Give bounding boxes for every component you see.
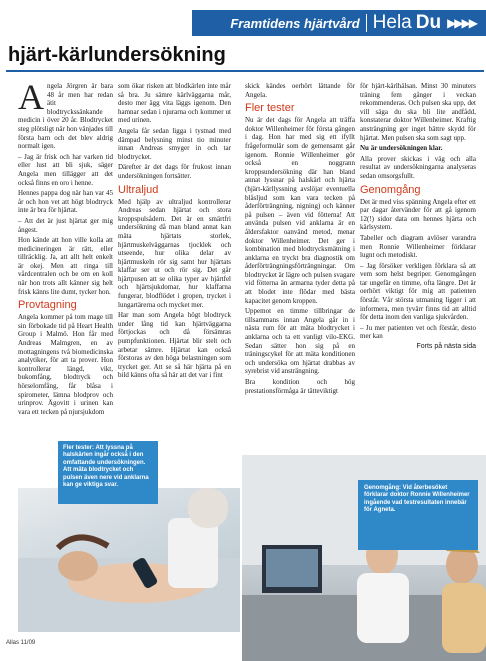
- column-4: [360, 82, 476, 354]
- fact-box-fler-tester: [58, 441, 158, 504]
- fact-box-label: Fler tester:: [63, 445, 95, 451]
- article-title: hjärt-kärlundersökning: [8, 44, 226, 66]
- ultrasound-photo-graphic: [18, 488, 240, 632]
- intro-text: ngela Jörgren är bara 48 år men har redan ätit blodtryckssänkande medicin i över 20 år. Blodtrycket steg plötsligt när hon vänjades till första barn och det blev aldrig normalt igen.: [18, 82, 113, 151]
- paragraph: Uppemot en timme tillbringar de tillsammans innan Angela går in i nästa rum för att mäta blodtrycket i anklarna och ta ett vanligt vilo-EKG. Sedan sätter hon sig på en träningscykel för att mäta konditionen och undersöka om hjärtat drabbas av syrebrist vid ansträngning.: [245, 307, 355, 376]
- paragraph: Angela får sedan ligga i tystnad med dämpad belysning minst tio minuter innan Andreas smyger in och tar blodtrycket.: [118, 126, 231, 161]
- paragraph: Därefter är det dags för frukost innan undersökningen fortsätter.: [118, 163, 231, 180]
- drop-cap: A: [18, 77, 44, 117]
- fact-box-text: Att lyssna på halskärlen ingår också i den omfattande undersökningen. Att mäta blodtrycket och pulsen även nere vid anklarna kan ge viktiga svar.: [63, 445, 149, 489]
- paragraph: för hjärt-kärlhälsan. Minst 30 minuters träning fem gånger i veckan rekommenderas. Och pulsen ska upp, det vill säga du ska bli lite andfådd, konstaterar doktor Willenheimer. Kraftig ansträngning ger inget bättre skydd för hjärtat. Men pulsen ska som sagt upp.: [360, 82, 476, 142]
- continued-label: Forts på nästa sida: [416, 343, 476, 351]
- paragraph: – Jag försöker verkligen förklara så att vem som helst begriper. Genomgången tar ungefär en timme, ofta längre. Det är oerhört viktigt för mig att patienten förstår. Vår största utmaning ligger i att informera, men tyvärr finns tid att alltid för detta inom den vanliga sjukvården.: [360, 261, 476, 322]
- paragraph: Bra kondition och hög prestationsförmåga är tätteviktigt: [245, 378, 355, 395]
- page-reference: Allas 11/09: [6, 640, 36, 646]
- paragraph: – Jag är frisk och har varken tid eller lust att bli sjuk, säger Angela men tillägger att det också finns en oro i henne.: [18, 152, 113, 187]
- subheading-genomgang: Genomgång: [360, 183, 421, 196]
- paragraph: Alla prover skickas i väg och alla resultat av undersökningarna analyseras sedan omsorgsfullt.: [360, 154, 476, 180]
- photo-ultrasound-exam: [18, 488, 240, 632]
- paragraph: som ökar risken att blodkärlen inte mår så bra. Ju sämre kärlväggarna mår, desto mer ägg vita läggs igenom. Den hamnar sedan i njurarna och kommer ut med urinen.: [118, 82, 231, 125]
- paragraph: skick kändes oerhört lättande för Angela.: [245, 82, 355, 99]
- title-rule: [6, 70, 484, 72]
- column-3: [245, 82, 355, 397]
- paragraph: Hennes pappa dog när han var 45 år och hon vet att högt blodtryck inte är bra för hjärtat.: [18, 189, 113, 215]
- paragraph-bold-lead: Nu är undersökningen klar.: [360, 144, 443, 153]
- paragraph: Angela kommer på tom mage till sin förbokade tid på Heart Health Group i Malmö. Hon får med Andreas Malmgren, en av mottagningens två biomedicinska analytiker, för att ta prover. Hon kontrollerar längd, vikt, bukomfång, blodtryck och hörselomfång, får blåsa i spirometer, lämna blodprov och urinprov. Ägovitt i urinen kan vara ett tecken på njursjukdom: [18, 313, 113, 416]
- fact-box-label: Genomgång:: [364, 485, 401, 491]
- paragraph: Har man som Angela högt blodtryck under lång tid kan hjärtväggarna förtjockas och då försämras pumpfunktionen. Hjärtat blir stelt och arbetar sämre. Hjärtat kan också förstoras av den höga belastningen som trycket ger. Att se så här hjärta på en bild känns ofta så här att det var i fint: [118, 311, 231, 380]
- subheading-ultraljud: Ultraljud: [118, 183, 159, 196]
- subheading-fler-tester: Fler tester: [245, 102, 295, 115]
- paragraph: Nu är det dags för Angela att träffa doktor Willenheimer för första gången i dag. Hon har med sig ett ifyllt frågeformulär som de gemensamt går igenom. Ronnie Willenheimer gör också en noggrann kroppsundersökning där han bland annat lyssnar på halskärl och hjärta (hjärt-kärllyssning avslöjar eventuella blåsljud som kan vara tecken på åderförträngning, nigning) och känner på pulsen – även vid fötterna! Att använda pulsen vid anklarna är en åldersfaktor oanvänd metod, menar doktor Willenheimer. Det ger i kombination med blodtrycksmätning i anklarna en tryckt bra diagnostik om åderförträngningsförträngningar. Om blodtrycket är lägre och pulsen svagare vid fötterna än armarna tyder detta på att blodet inte flödar med bästa kapacitet genom kroppen.: [245, 116, 355, 305]
- intro-paragraph: [18, 77, 113, 151]
- arrows-icon: ▶▶▶▶: [447, 15, 476, 30]
- column-1: [18, 77, 113, 418]
- brand-part2: Du: [415, 12, 442, 33]
- paragraph: Med hjälp av ultraljud kontrollerar Andreas sedan hjärtat och stora kroppspulsådern. Det är en smärtfri undersökning då man bland annat kan mäta hjärtats storlek, hjärtmuskelväggarnas tjocklek och utseende, hur olika delar av hjärtmuskeln rör sig samt hur hjärtats klaffar ser ut och rör sig. Det går hjärtpusen att se olika typer av hjärtfel och hjärtsjukdomar, hur klaffarna fungerar, blodflödet i gropen, trycket i lungartärerna och mycket mer.: [118, 197, 231, 309]
- column-2: [118, 82, 231, 382]
- paragraph: Tabeller och diagram avlöser varandra men Ronnie Willenheimer förklarar lugnt och metodiskt.: [360, 233, 476, 260]
- paragraph: Det är med viss spänning Angela efter ett par dagar återvänder för att gå igenom 12(!) sidor data om hennes hjärta och kärlsystem.: [360, 197, 476, 232]
- paragraph: – Ju mer patienten vet och förstår, desto mer kan: [360, 323, 476, 341]
- section-kicker: Framtidens hjärtvård: [230, 15, 360, 31]
- section-banner: [192, 10, 486, 36]
- fact-box-text: Vid återbesöket förklarar doktor Ronnie Willenheimer ingående vad testresultaten innebär för Agneta.: [364, 485, 470, 514]
- fact-box-genomgang: [358, 480, 478, 550]
- paragraph: Hon kände att hon ville kolla att medicineringen är rätt, eller tillräcklig. Ja, att allt helt enkelt är okej. Men att ringa till vårdcentralen och be om en koll när hon trots allt känner sig helt frisk känns lite dumt, tycker hon.: [18, 236, 113, 296]
- subheading-provtagning: Provtagning: [18, 299, 77, 312]
- brand-part1: Hela: [372, 12, 412, 33]
- paragraph: – Att det är just hjärtat ger mig ångest.: [18, 216, 113, 234]
- banner-divider: [366, 14, 367, 32]
